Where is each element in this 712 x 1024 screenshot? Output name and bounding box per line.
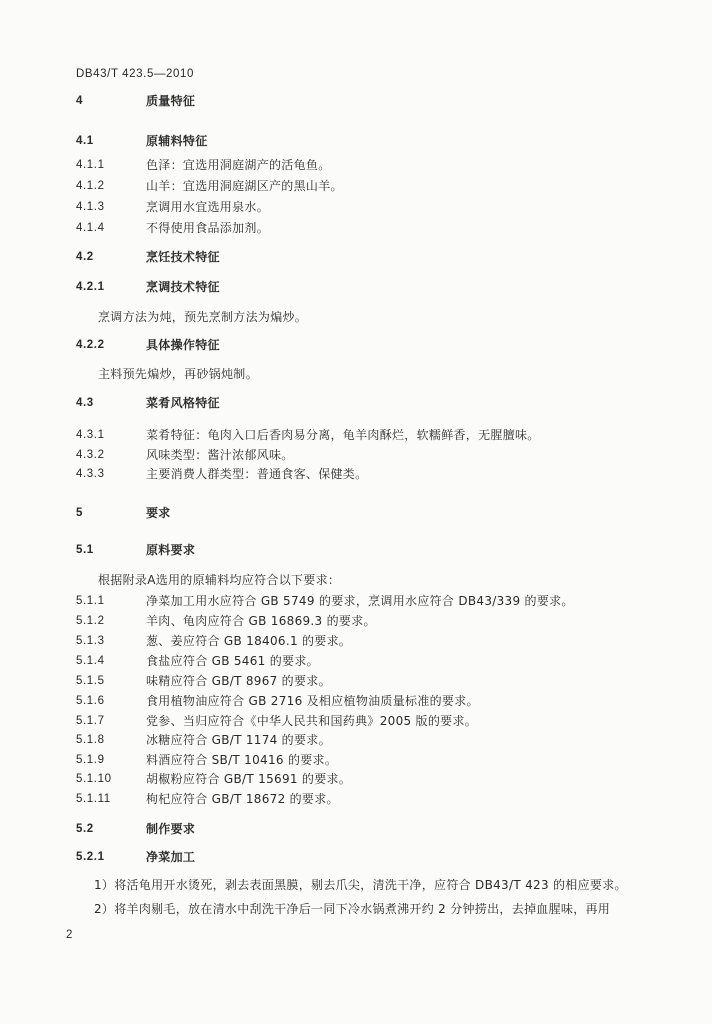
clause-text: 原料要求 (146, 543, 196, 557)
clause-number: 4 (76, 95, 83, 107)
clause-text: 要求 (146, 506, 171, 520)
clause-text: 枸杞应符合 GB/T 18672 的要求。 (146, 792, 339, 806)
clause-text: 具体操作特征 (146, 338, 220, 352)
clause-text: 烹调方法为炖，预先烹制方法为煸炒。 (98, 310, 308, 324)
clause-number: 5.1.2 (76, 615, 105, 627)
clause-number: 5.1.9 (76, 754, 105, 766)
clause-number: 4.2 (76, 251, 94, 263)
clause-number: 5.1.10 (76, 773, 112, 785)
clause-text: 胡椒粉应符合 GB/T 15691 的要求。 (146, 772, 352, 786)
page-number: 2 (66, 929, 73, 941)
clause-number: 5.1.6 (76, 695, 105, 707)
clause-text: 风味类型：酱汁浓郁风味。 (146, 448, 294, 462)
clause-number: 4.2.1 (76, 281, 105, 293)
clause-number: 4.1.2 (76, 180, 105, 192)
clause-number: 4.3 (76, 397, 94, 409)
clause-number: 4.3.3 (76, 468, 105, 480)
clause-number: 5.1.3 (76, 635, 105, 647)
clause-number: 5.2.1 (76, 851, 105, 863)
clause-text: 山羊：宜选用洞庭湖区产的黑山羊。 (146, 179, 343, 193)
clause-number: 5.1.11 (76, 793, 111, 805)
clause-text: 原辅料特征 (146, 134, 208, 148)
clause-text: 味精应符合 GB/T 8967 的要求。 (146, 674, 331, 688)
clause-text: 菜肴特征：龟肉入口后香肉易分离，龟羊肉酥烂，软糯鲜香，无腥膻味。 (146, 428, 540, 442)
clause-text: 不得使用食品添加剂。 (146, 221, 270, 235)
clause-number: 5.1.7 (76, 715, 105, 727)
clause-number: 5.1.4 (76, 655, 105, 667)
clause-text: 党参、当归应符合《中华人民共和国药典》2005 版的要求。 (146, 714, 478, 728)
clause-text: 冰糖应符合 GB/T 1174 的要求。 (146, 733, 331, 747)
clause-text: 净菜加工 (146, 850, 196, 864)
clause-number: 4.1.3 (76, 201, 105, 213)
clause-text: 色泽：宜选用洞庭湖产的活龟鱼。 (146, 158, 331, 172)
clause-text: 食盐应符合 GB 5461 的要求。 (146, 654, 319, 668)
clause-text: 葱、姜应符合 GB 18406.1 的要求。 (146, 634, 352, 648)
clause-number: 5.1.1 (76, 595, 105, 607)
clause-number: 4.2.2 (76, 339, 105, 351)
clause-text: 质量特征 (146, 94, 196, 108)
clause-number: 5.1.5 (76, 675, 105, 687)
clause-number: 5.1.8 (76, 734, 105, 746)
clause-number: 5 (76, 507, 83, 519)
clause-text: 烹调用水宜选用泉水。 (146, 200, 270, 214)
clause-text: 净菜加工用水应符合 GB 5749 的要求，烹调用水应符合 DB43/339 的要求。 (146, 594, 574, 608)
clause-text: 烹调技术特征 (146, 280, 220, 294)
clause-text: 菜肴风格特征 (146, 396, 220, 410)
clause-number: 4.1 (76, 135, 94, 147)
clause-number: 4.3.2 (76, 449, 105, 461)
clause-number: 4.3.1 (76, 429, 105, 441)
clause-text: 料酒应符合 SB/T 10416 的要求。 (146, 753, 338, 767)
clause-text: 2）将羊肉剔毛，放在清水中刮洗干净后一同下冷水锅煮沸开约 2 分钟捞出，去掉血腥味，再用 (94, 902, 611, 916)
clause-number: 4.1.4 (76, 222, 105, 234)
clause-text: 羊肉、龟肉应符合 GB 16869.3 的要求。 (146, 614, 376, 628)
clause-text: 主料预先煸炒，再砂锅炖制。 (98, 367, 258, 381)
clause-number: 4.1.1 (76, 159, 105, 171)
clause-number: 5.2 (76, 823, 94, 835)
clause-text: 食用植物油应符合 GB 2716 及相应植物油质量标准的要求。 (146, 694, 479, 708)
standard-code: DB43/T 423.5—2010 (76, 68, 195, 80)
clause-number: 5.1 (76, 544, 94, 556)
clause-text: 制作要求 (146, 822, 196, 836)
clause-text: 烹饪技术特征 (146, 250, 220, 264)
clause-text: 根据附录A选用的原辅料均应符合以下要求： (98, 573, 341, 587)
clause-text: 主要消费人群类型：普通食客、保健类。 (146, 467, 368, 481)
clause-text: 1）将活龟用开水烫死，剥去表面黑膜，剔去爪尖，清洗干净，应符合 DB43/T 423 的相应要求。 (94, 878, 627, 892)
